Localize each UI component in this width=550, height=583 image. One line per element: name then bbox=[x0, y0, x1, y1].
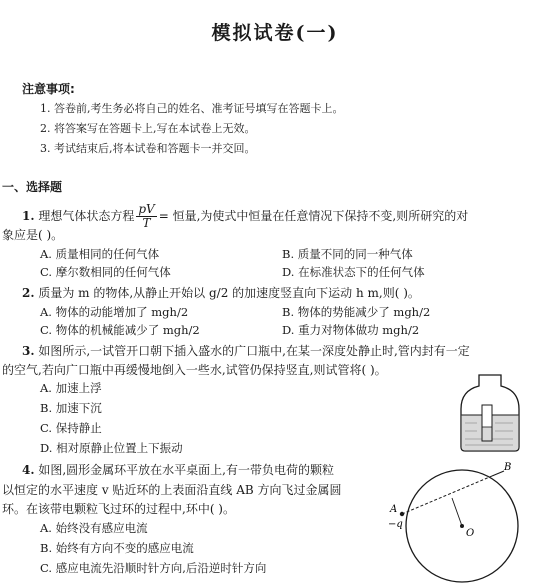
q4-option-c: C. 感应电流先沿顺时针方向,后沿逆时针方向 bbox=[40, 561, 267, 575]
fraction-denominator: T bbox=[142, 216, 151, 230]
question-1-continuation: 象应是( )。 bbox=[2, 228, 64, 242]
fraction-numerator: pV bbox=[138, 202, 155, 216]
q2-option-a: A. 物体的动能增加了 mgh/2 bbox=[40, 305, 189, 319]
notice-item-3: 3. 考试结束后,将本试卷和答题卡一并交回。 bbox=[40, 142, 256, 155]
question-1-number: 1. bbox=[22, 209, 35, 223]
q2-option-d: D. 重力对物体做功 mgh/2 bbox=[282, 323, 420, 337]
label-a: A bbox=[390, 504, 398, 515]
charged-particle bbox=[400, 512, 404, 516]
notice-item-1: 1. 答卷前,考生务必将自己的姓名、准考证号填写在答题卡上。 bbox=[40, 102, 344, 115]
question-3-number: 3. bbox=[22, 344, 35, 358]
q3-option-c: C. 保持静止 bbox=[40, 421, 102, 435]
question-2-text: 质量为 m 的物体,从静止开始以 g/2 的加速度竖直向下运动 h m,则( )。 bbox=[38, 286, 420, 300]
question-4-line-3: 环。在该带电颗粒飞过环的过程中,环中( )。 bbox=[2, 502, 235, 516]
metal-ring-figure bbox=[380, 462, 550, 583]
question-4-line-1: 如图,圆形金属环平放在水平桌面上,有一带负电荷的颗粒 bbox=[38, 463, 334, 477]
notice-heading: 注意事项: bbox=[22, 82, 75, 96]
label-q: −q bbox=[388, 519, 403, 530]
question-2-number: 2. bbox=[22, 286, 35, 300]
q3-option-a: A. 加速上浮 bbox=[40, 381, 102, 395]
q2-option-b: B. 物体的势能减少了 mgh/2 bbox=[282, 305, 431, 319]
question-1-text-pre: 理想气体状态方程 bbox=[38, 209, 135, 223]
question-4-stem bbox=[22, 461, 334, 478]
question-3-line-1: 如图所示,一试管开口朝下插入盛水的广口瓶中,在某一深度处静止时,管内封有一定 bbox=[38, 344, 470, 358]
notice-item-2: 2. 将答案写在答题卡上,写在本试卷上无效。 bbox=[40, 122, 256, 135]
page-title: 模拟试卷(一) bbox=[211, 22, 339, 44]
question-1-text-post: = 恒量,为使式中恒量在任意情况下保持不变,则所研究的对 bbox=[158, 209, 469, 223]
question-4-line-2: 以恒定的水平速度 v 贴近环的上表面沿直线 AB 方向飞过金属圆 bbox=[2, 483, 342, 497]
q1-option-a: A. 质量相同的任何气体 bbox=[40, 247, 160, 261]
question-1-stem bbox=[22, 203, 468, 230]
question-4-number: 4. bbox=[22, 463, 35, 477]
tube-water bbox=[483, 427, 492, 441]
q2-option-c: C. 物体的机械能减少了 mgh/2 bbox=[40, 323, 200, 337]
bottle-test-tube-figure bbox=[455, 373, 525, 453]
q4-option-a: A. 始终没有感应电流 bbox=[40, 521, 148, 535]
fraction-pv-over-t bbox=[136, 203, 156, 230]
radius-line bbox=[452, 498, 462, 526]
question-2-stem bbox=[22, 284, 420, 301]
path-ab-exit bbox=[492, 471, 504, 476]
q1-option-c: C. 摩尔数相同的任何气体 bbox=[40, 265, 171, 279]
label-o: O bbox=[466, 528, 475, 539]
label-b: B bbox=[504, 462, 512, 473]
q1-option-d: D. 在标准状态下的任何气体 bbox=[282, 265, 425, 279]
q4-option-b: B. 始终有方向不变的感应电流 bbox=[40, 541, 194, 555]
question-3-stem bbox=[22, 342, 470, 359]
q3-option-d: D. 相对原静止位置上下振动 bbox=[40, 441, 183, 455]
q3-option-b: B. 加速下沉 bbox=[40, 401, 102, 415]
ring-center-dot bbox=[460, 524, 464, 528]
q1-option-b: B. 质量不同的同一种气体 bbox=[282, 247, 413, 261]
question-3-line-2: 的空气,若向广口瓶中再缓慢地倒入一些水,试管仍保持竖直,则试管将( )。 bbox=[2, 363, 387, 377]
section-heading: 一、选择题 bbox=[2, 180, 63, 194]
